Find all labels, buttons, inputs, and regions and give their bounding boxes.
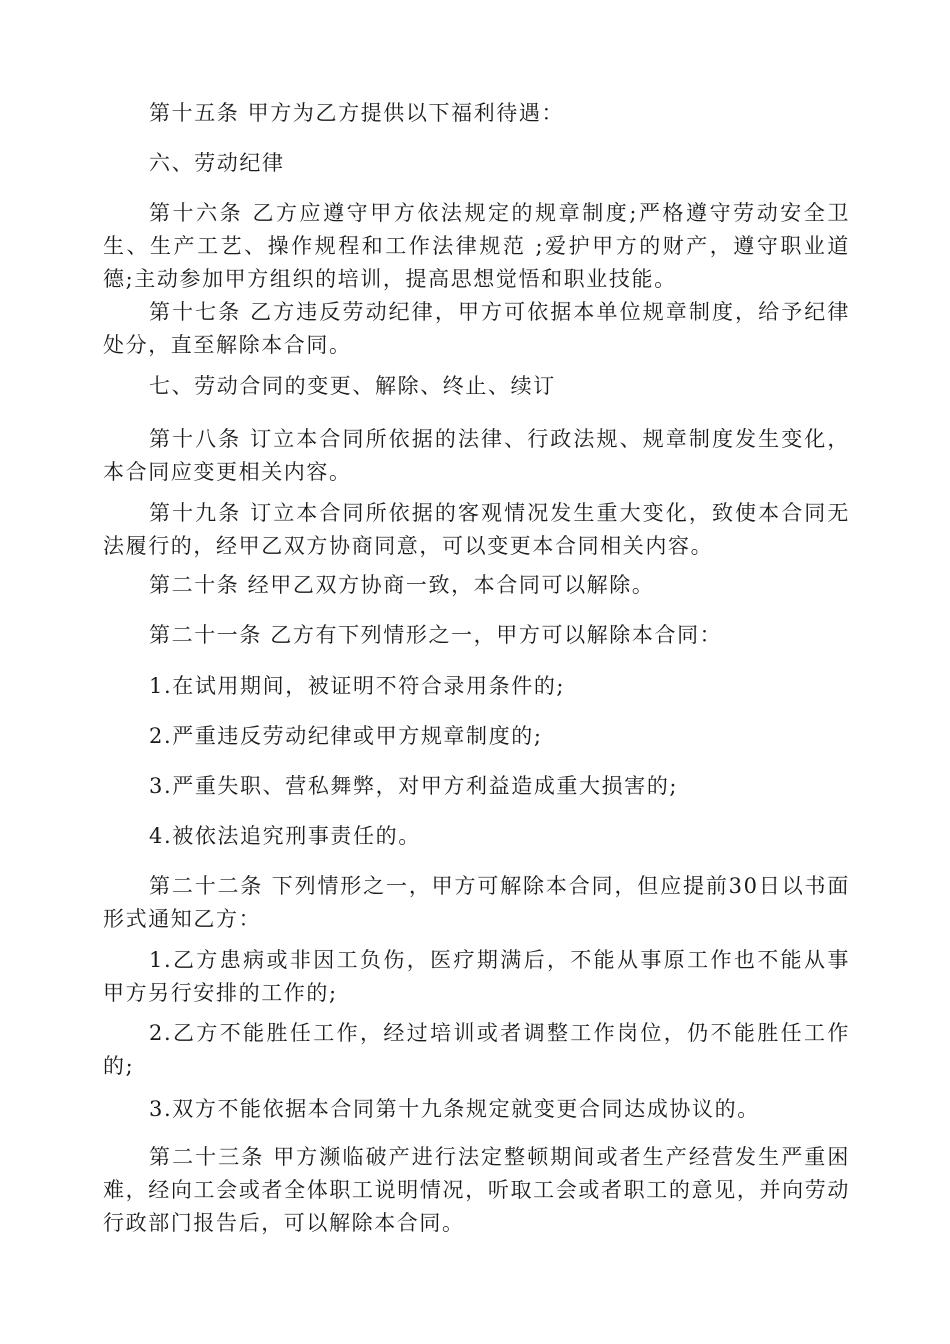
- paragraph-article-23: 第二十三条 甲方濒临破产进行法定整顿期间或者生产经营发生严重困难，经向工会或者全体职工说明情况，听取工会或者职工的意见，并向劳动行政部门报告后，可以解除本合同。: [103, 1145, 850, 1235]
- paragraph-article-20: 第二十条 经甲乙双方协商一致，本合同可以解除。: [149, 573, 655, 597]
- paragraph-article-16: 第十六条 乙方应遵守甲方依法规定的规章制度;严格遵守劳动安全卫生、生产工艺、操作规程和工作法律规范 ;爱护甲方的财产，遵守职业道德;主动参加甲方组织的培训，提高思想觉悟和职业技能。: [103, 201, 850, 291]
- list-item-22-2: 2.乙方不能胜任工作，经过培训或者调整工作岗位，仍不能胜任工作的;: [103, 1021, 850, 1078]
- list-item-22-1: 1.乙方患病或非因工负伤，医疗期满后，不能从事原工作也不能从事甲方另行安排的工作的;: [103, 948, 850, 1005]
- section-heading-contract-changes: 七、劳动合同的变更、解除、终止、续订: [149, 374, 556, 398]
- list-item-21-1: 1.在试用期间，被证明不符合录用条件的;: [149, 674, 566, 698]
- paragraph-article-22: 第二十二条 下列情形之一，甲方可解除本合同，但应提前30日以书面形式通知乙方：: [103, 874, 850, 931]
- list-item-22-3: 3.双方不能依据本合同第十九条规定就变更合同达成协议的。: [149, 1097, 760, 1121]
- list-item-21-3: 3.严重失职、营私舞弊，对甲方利益造成重大损害的;: [149, 774, 679, 798]
- list-item-21-4: 4.被依法追究刑事责任的。: [149, 824, 421, 848]
- list-item-21-2: 2.严重违反劳动纪律或甲方规章制度的;: [149, 724, 543, 748]
- paragraph-article-15: 第十五条 甲方为乙方提供以下福利待遇：: [149, 101, 565, 125]
- paragraph-article-18: 第十八条 订立本合同所依据的法律、行政法规、规章制度发生变化，本合同应变更相关内容。: [103, 427, 850, 484]
- paragraph-article-19: 第十九条 订立本合同所依据的客观情况发生重大变化，致使本合同无法履行的，经甲乙双方协商同意，可以变更本合同相关内容。: [103, 501, 850, 558]
- paragraph-article-21: 第二十一条 乙方有下列情形之一，甲方可以解除本合同：: [149, 623, 723, 647]
- section-heading-labor-discipline: 六、劳动纪律: [149, 151, 285, 175]
- paragraph-article-17: 第十七条 乙方违反劳动纪律，甲方可依据本单位规章制度，给予纪律处分，直至解除本合同。: [103, 300, 850, 357]
